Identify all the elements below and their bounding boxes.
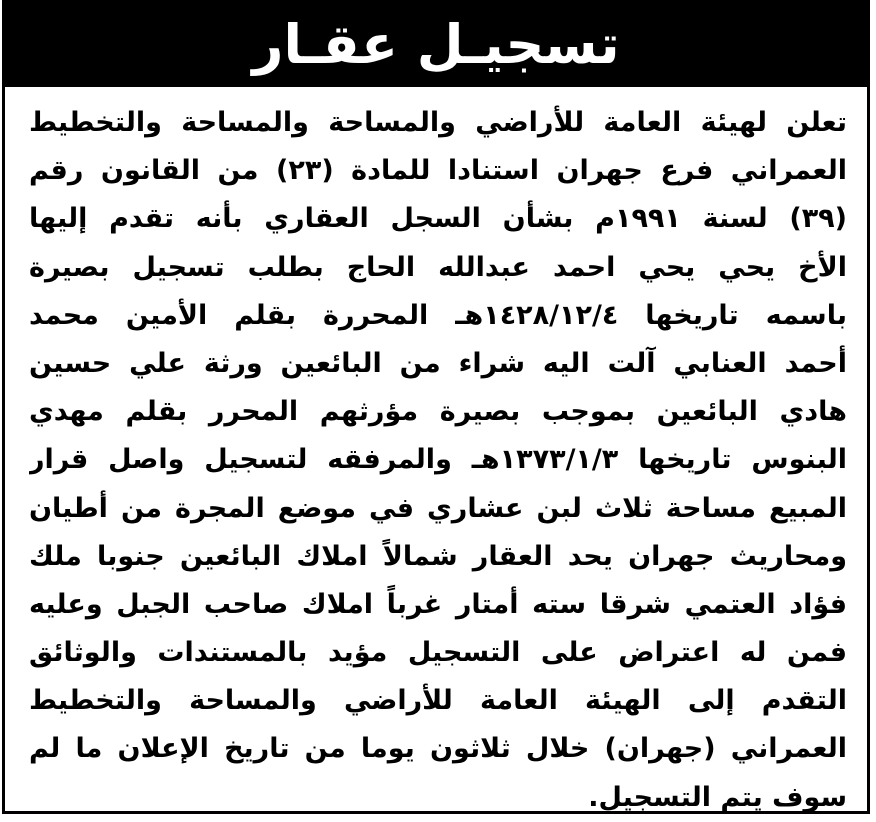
body-line: هادي البائعين بموجب بصيرة مؤرثهم المحرر بقلم مهدي [29, 396, 847, 428]
body-line: (٣٩) لسنة ١٩٩١م بشأن السجل العقاري بأنه تقدم إليها [29, 203, 847, 235]
legal-notice [2, 0, 870, 814]
body-line: فؤاد العتمي شرقا سته أمتار غرباً املاك صاحب الجبل وعليه [29, 588, 847, 620]
body-line: أحمد العنابي آلت اليه شراء من البائعين ورثة علي حسين [29, 347, 847, 379]
body-line: العمراني (جهران) خلال ثلاثون يوما من تاريخ الإعلان ما لم [29, 733, 847, 765]
title-banner [5, 3, 867, 87]
body-line: فمن له اعتراض على التسجيل مؤيد بالمستندات والوثائق [29, 637, 847, 669]
notice-body [29, 99, 847, 822]
body-line-final: سوف يتم التسجيل. [588, 781, 847, 813]
notice-title: تسجيـل عقـار [252, 13, 620, 76]
body-line: تعلن لهيئة العامة للأراضي والمساحة والمساحة والتخطيط [29, 107, 847, 138]
body-line: العمراني فرع جهران استنادا للمادة (٢٣) من القانون رقم [29, 155, 847, 187]
body-line: المبيع مساحة ثلاث لبن عشاري في موضع المجرة من أطيان [29, 492, 847, 524]
body-line: التقدم إلى الهيئة العامة للأراضي والمساحة والتخطيط [29, 685, 847, 717]
body-line: باسمه تاريخها ١٤٢٨/١٢/٤هـ المحررة بقلم الأمين محمد [29, 299, 847, 331]
body-line: الأخ يحي يحي احمد عبدالله الحاج بطلب تسجيل بصيرة [29, 251, 847, 283]
body-line: البنوس تاريخها ١٣٧٣/١/٣هـ والمرفقه لتسجيل واصل قرار [29, 444, 847, 476]
body-line: ومحاريث جهران يحد العقار شمالاً املاك البائعين جنوبا ملك [29, 540, 847, 572]
